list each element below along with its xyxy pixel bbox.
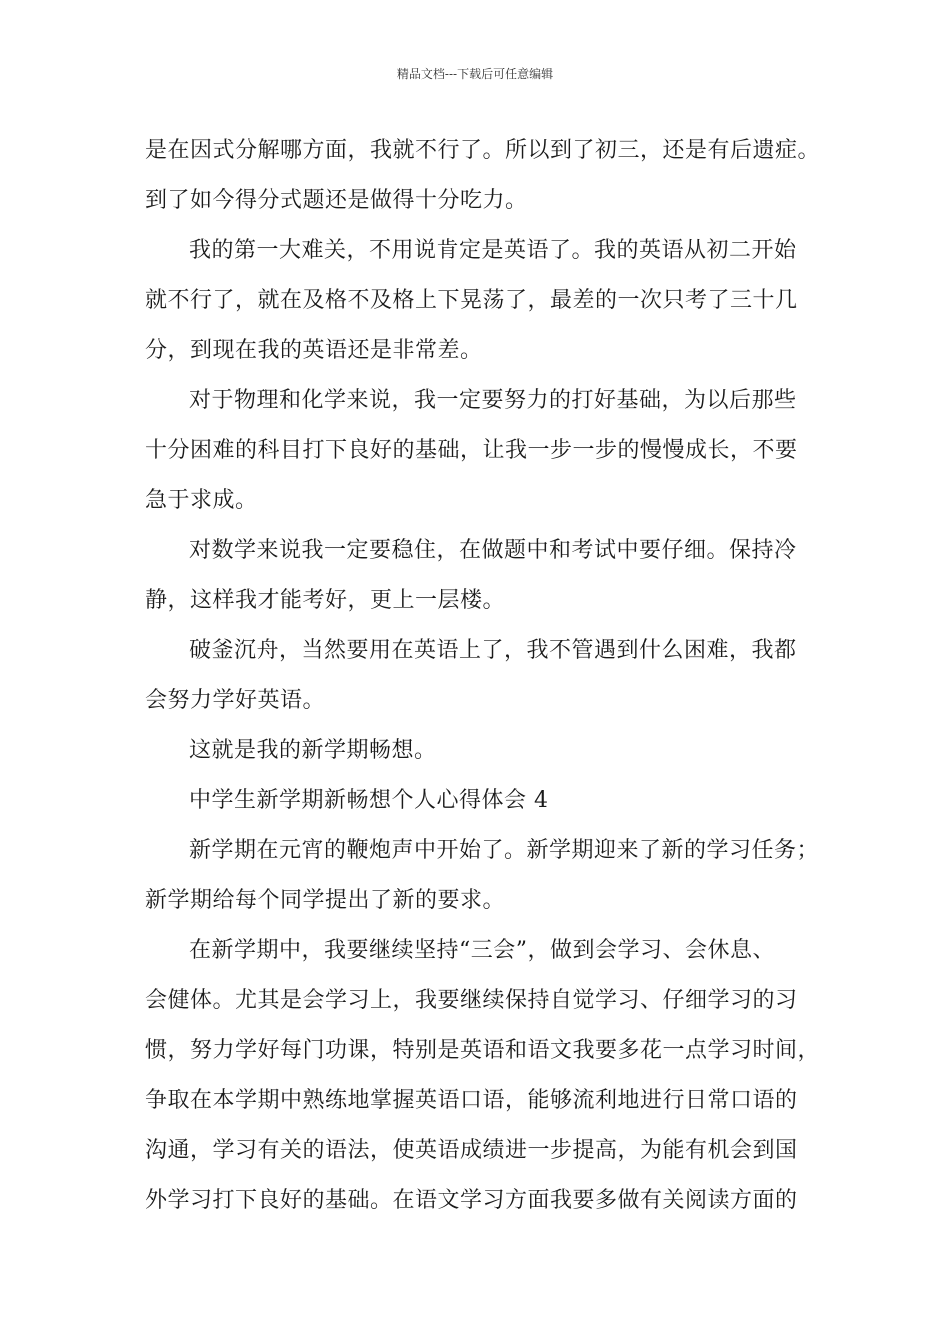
page-header: 精品文档---下载后可任意编辑 [396, 67, 554, 81]
text-line: 新学期给每个同学提出了新的要求。 [145, 888, 506, 913]
text-line: 外学习打下良好的基础。在语文学习方面我要多做有关阅读方面的 [145, 1188, 798, 1213]
text-line: 争取在本学期中熟练地掌握英语口语，能够流利地进行日常口语的 [145, 1088, 798, 1113]
text-line: 会努力学好英语。 [145, 688, 326, 713]
text-line: 到了如今得分式题还是做得十分吃力。 [145, 188, 528, 213]
text-line: 静，这样我才能考好，更上一层楼。 [145, 588, 506, 613]
paragraph-first-line: 这就是我的新学期畅想。 [189, 738, 437, 763]
text-line: 十分困难的科目打下良好的基础，让我一步一步的慢慢成长，不要 [145, 438, 798, 463]
paragraph-first-line: 我的第一大难关，不用说肯定是英语了。我的英语从初二开始 [189, 238, 797, 263]
text-line: 就不行了，就在及格不及格上下晃荡了，最差的一次只考了三十几 [145, 288, 798, 313]
paragraph-first-line: 对于物理和化学来说，我一定要努力的打好基础，为以后那些 [189, 388, 797, 413]
paragraph-first-line: 对数学来说我一定要稳住，在做题中和考试中要仔细。保持冷 [189, 538, 797, 563]
text-line: 会健体。尤其是会学习上，我要继续保持自觉学习、仔细学习的习 [145, 988, 798, 1013]
text-line: 惯，努力学好每门功课，特别是英语和语文我要多花一点学习时间， [145, 1038, 821, 1063]
text-line: 急于求成。 [145, 488, 258, 513]
paragraph-first-line: 破釜沉舟，当然要用在英语上了，我不管遇到什么困难，我都 [189, 638, 797, 663]
section-heading: 中学生新学期新畅想个人心得体会 4 [189, 788, 549, 813]
text-line: 沟通，学习有关的语法，使英语成绩进一步提高，为能有机会到国 [145, 1138, 798, 1163]
text-line: 分，到现在我的英语还是非常差。 [145, 338, 483, 363]
paragraph-first-line: 在新学期中，我要继续坚持“三会”，做到会学习、会休息、 [189, 938, 775, 963]
paragraph-first-line: 新学期在元宵的鞭炮声中开始了。新学期迎来了新的学习任务； [189, 838, 820, 863]
text-line: 是在因式分解哪方面，我就不行了。所以到了初三，还是有后遗症。 [145, 138, 821, 163]
